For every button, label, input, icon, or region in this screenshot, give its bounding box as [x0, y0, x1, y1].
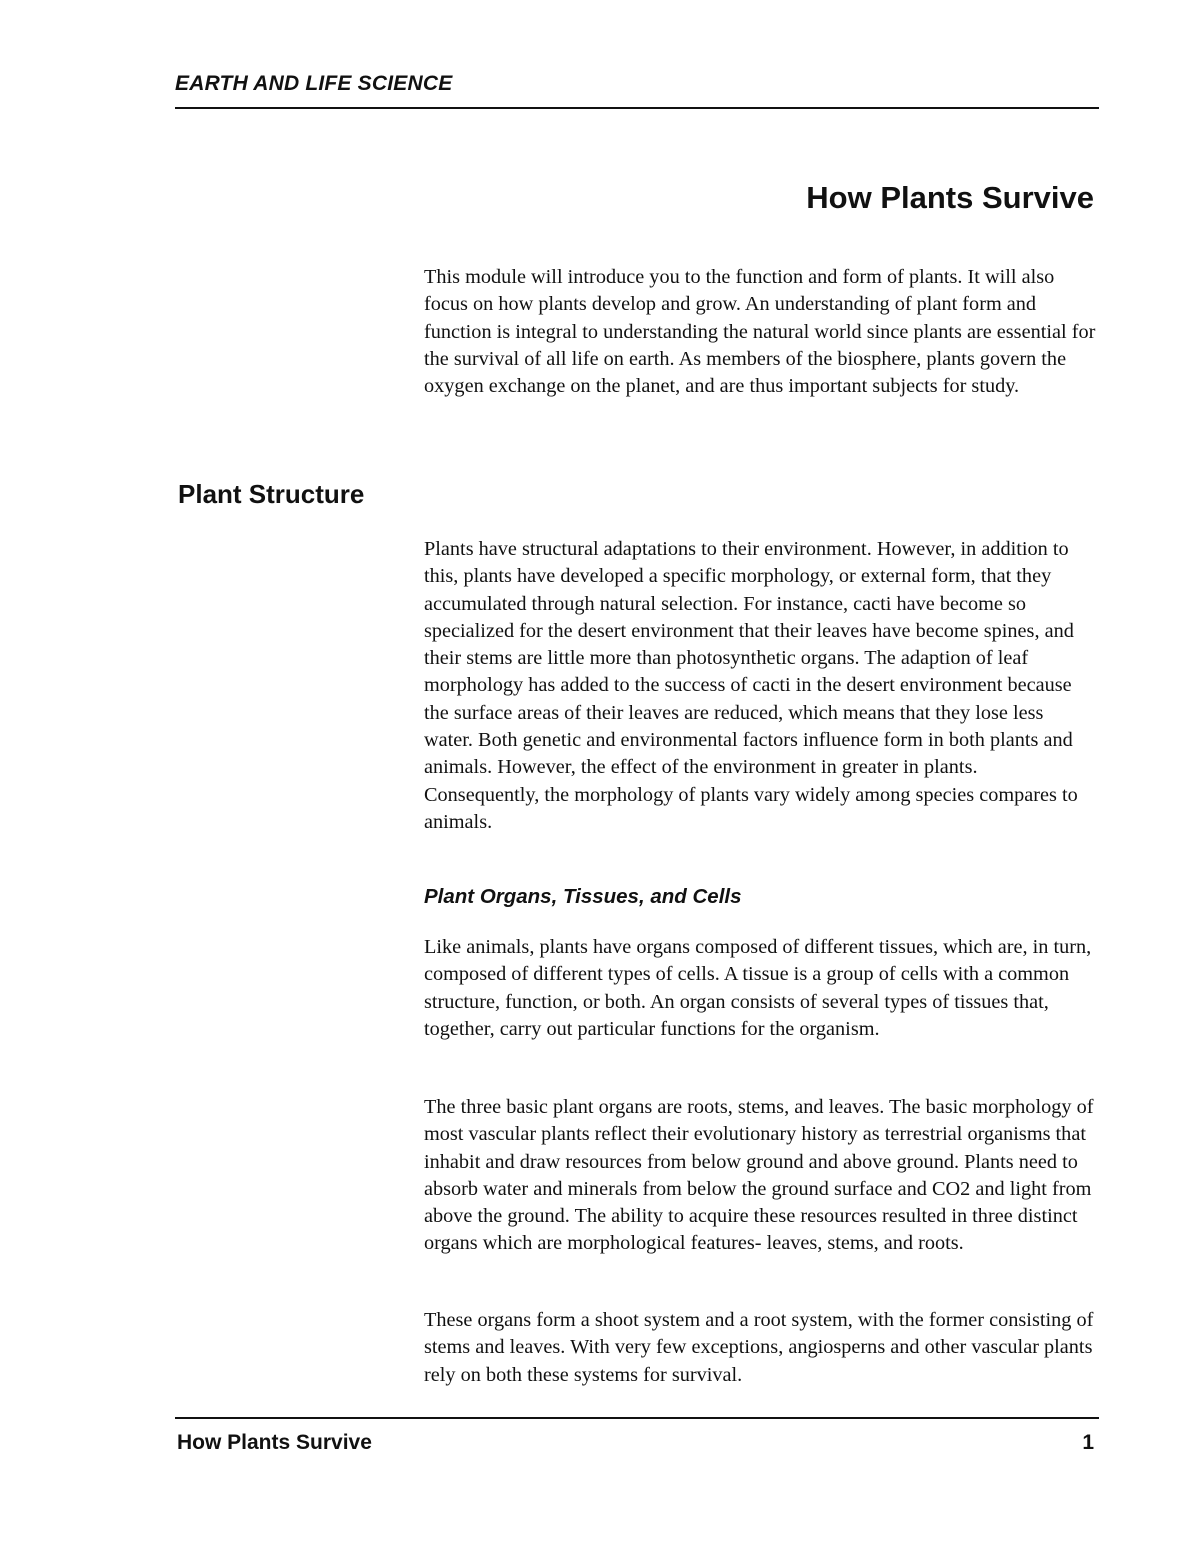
page-footer — [177, 1428, 1094, 1458]
page-number: 1 — [1082, 1431, 1094, 1454]
footer-divider — [175, 1417, 1099, 1419]
plant-structure-paragraph: Plants have structural adaptations to their environment. However, in addition to this, plants have developed a specific morphology, or external form, that they accumulated through natural selection. For instance, cacti have become so specialized for the desert environment that their leaves have become spines, and their stems are little more than photosynthetic organs. The adaption of leaf morphology has added to the success of cacti in the desert environment because the surface areas of their leaves are reduced, which means that they lose less water. Both genetic and environmental factors influence form in both plants and animals. However, the effect of the environment in greater in plants. Consequently, the morphology of plants vary widely among species compares to animals. — [424, 538, 1078, 833]
document-title: How Plants Survive — [806, 180, 1094, 215]
footer-title: How Plants Survive — [177, 1431, 372, 1454]
section-heading-plant-structure: Plant Structure — [178, 479, 365, 509]
organs-block-3 — [424, 1307, 1096, 1389]
intro-block — [424, 264, 1096, 400]
subsection-heading-organs: Plant Organs, Tissues, and Cells — [424, 885, 742, 908]
page-header — [175, 70, 1099, 98]
running-header-title: EARTH AND LIFE SCIENCE — [175, 72, 453, 95]
organs-paragraph-3: These organs form a shoot system and a root system, with the former consisting of stems and leaves. With very few exceptions, angiosperns and other vascular plants rely on both these systems for survival. — [424, 1309, 1094, 1386]
organs-block-1 — [424, 934, 1096, 1043]
organs-block-2 — [424, 1094, 1096, 1258]
plant-structure-block — [424, 536, 1096, 836]
organs-paragraph-1: Like animals, plants have organs composed of different tissues, which are, in turn, composed of different types of cells. A tissue is a group of cells with a common structure, function, or both. An organ consists of several types of tissues that, together, carry out particular functions for the organism. — [424, 936, 1092, 1040]
intro-paragraph: This module will introduce you to the function and form of plants. It will also focus on how plants develop and grow. An understanding of plant form and function is integral to understanding the natural world since plants are essential for the survival of all life on earth. As members of the biosphere, plants govern the oxygen exchange on the planet, and are thus important subjects for study. — [424, 266, 1096, 398]
organs-paragraph-2: The three basic plant organs are roots, stems, and leaves. The basic morphology of most vascular plants reflect their evolutionary history as terrestrial organisms that inhabit and draw resources from below ground and above ground. Plants need to absorb water and minerals from below the ground surface and CO2 and light from above the ground. The ability to acquire these resources resulted in three distinct organs which are morphological features- leaves, stems, and roots. — [424, 1096, 1094, 1255]
header-divider — [175, 107, 1099, 109]
